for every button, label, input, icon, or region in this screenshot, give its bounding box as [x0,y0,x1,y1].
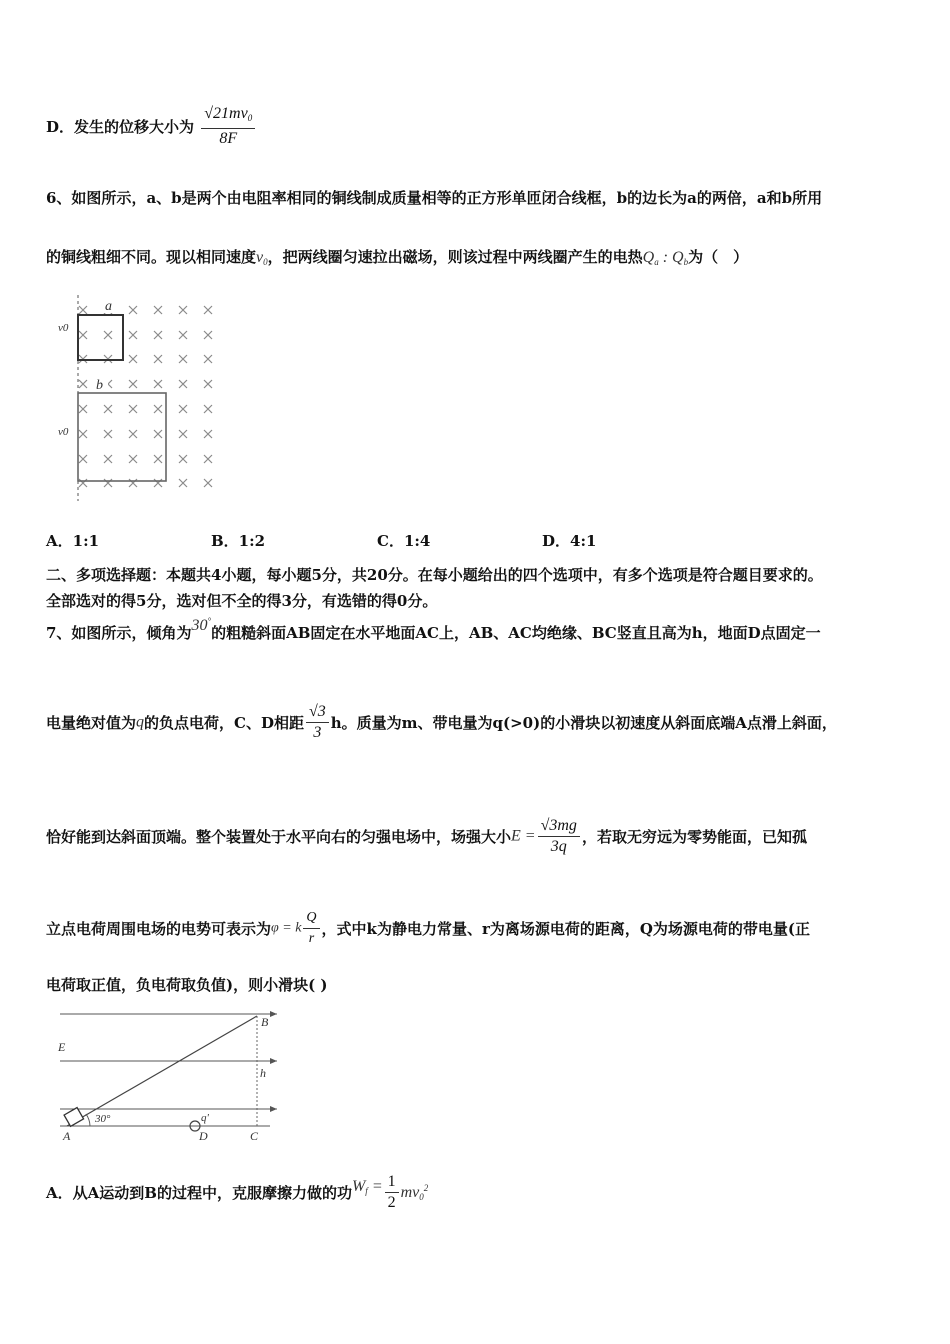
field-cross [129,306,137,314]
field-cross [154,331,162,339]
q7-option-a-mv-sup: 2 [423,1183,429,1193]
q6-option-a[interactable]: A．1:1 [46,532,100,550]
field-cross [79,405,87,413]
q7-option-a[interactable] [46,1172,428,1213]
q7-option-a-equals: = [367,1177,383,1195]
field-cross [179,405,187,413]
field-cross [79,380,87,388]
field-cross [154,306,162,314]
q5-option-d-label: D．发生的位移大小为 [46,118,195,136]
q7-stem-line1-part1: 7、如图所示，倾角为 [46,624,192,642]
field-cross [79,430,87,438]
field-cross [79,455,87,463]
q7-option-a-mv: mv [400,1184,420,1201]
field-cross [204,479,212,487]
field-cross [204,405,212,413]
q7-angle [191,617,211,634]
field-cross [104,455,112,463]
q6-option-c[interactable]: C．1:4 [377,532,431,550]
angle-arc [86,1114,90,1126]
q7-stem-line4 [46,908,810,949]
q7-angle-value: 30 [191,617,208,634]
slider-block [64,1108,83,1127]
q5-option-d-numerator: √21mv [204,105,248,122]
label-angle: 30° [95,1113,111,1125]
q7-field-lhs: E = [511,827,536,845]
q7-stem-line2-part2: 的负点电荷，C、D相距 [144,714,304,732]
q7-option-a-kinetic [401,1184,429,1201]
label-c: C [250,1129,259,1143]
q7-option-a-w-sub: f [365,1185,368,1196]
q7-option-a-numerator: 1 [385,1172,399,1193]
q6-ratio-expression [643,249,688,266]
field-cross [129,331,137,339]
q7-stem-line2-part3: h。质量为m、带电量为q(>0)的小滑块以初速度从斜面底端A点滑上斜面， [330,714,837,732]
coil-a-velocity-label: v0 [58,322,69,334]
field-cross [179,479,187,487]
field-cross [104,405,112,413]
q6-stem-line2 [46,246,748,267]
field-cross [154,405,162,413]
q7-option-a-fraction [385,1172,399,1213]
field-cross [204,380,212,388]
q6-ratio-sub-b: b [683,257,689,267]
field-cross [104,430,112,438]
field-cross [154,355,162,363]
q7-field-numerator: √3mg [538,816,580,837]
q7-stem-line3-part1: 恰好能到达斜面顶端。整个装置处于水平向右的匀强电场中，场强大小 [46,828,512,846]
q7-option-a-mv-sub: 0 [419,1192,424,1202]
q6-stem-line1: 6、如图所示，a、b是两个由电阻率相同的铜线制成质量相等的正方形单匝闭合线框，b的边长为a的两倍，a和b所用 [46,189,823,207]
field-cross [79,306,87,314]
q6-ratio-q2: Q [672,249,684,266]
label-a: A [63,1129,71,1143]
coil-a-label: a [105,299,112,314]
field-cross [154,455,162,463]
field-cross [179,430,187,438]
field-cross [179,331,187,339]
section2-instructions-line1: 二、多项选择题：本题共4小题，每小题5分，共20分。在每小题给出的四个选项中，有多个选项是符合题目要求的。 [46,566,823,584]
q7-charge-q-prime: q [136,713,145,731]
coil-b [78,393,166,481]
q7-stem-line1 [46,616,821,643]
q5-option-d-numerator-sub: 0 [247,113,253,123]
q7-distance-fraction [306,702,329,743]
q6-magnetic-field-figure [50,293,230,503]
q7-angle-degree: ° [207,616,212,626]
field-cross [204,430,212,438]
field-crosses [79,306,212,487]
q6-velocity-sub: 0 [263,257,268,267]
q7-field-fraction [538,816,580,857]
field-cross [79,331,87,339]
label-e: E [58,1040,66,1054]
q7-stem-line4-part2: ，式中k为静电力常量、r为离场源电荷的距离，Q为场源电荷的带电量(正 [321,920,811,938]
q7-stem-line2-part1: 电量绝对值为 [46,714,137,732]
field-cross [154,430,162,438]
q7-potential-fraction [303,908,319,949]
q7-stem-line4-part1: 立点电荷周围电场的电势可表示为 [46,920,272,938]
field-cross [204,306,212,314]
field-cross [129,355,137,363]
q6-option-b[interactable]: B．1:2 [211,532,266,550]
q7-option-a-work [352,1178,383,1195]
field-cross [204,355,212,363]
label-b: B [261,1015,269,1029]
q6-ratio-separator: : [658,249,673,266]
field-cross [204,331,212,339]
q5-option-d-denominator: 8F [219,130,238,147]
q6-stem-line2-part3: 为（ ） [688,248,749,266]
q7-stem-line3-part2: ，若取无穷远为零势能面，已知孤 [581,828,807,846]
q7-option-a-label: A．从A运动到B的过程中，克服摩擦力做的功 [46,1184,352,1202]
q6-stem-line2-part2: ，把两线圈匀速拉出磁场，则该过程中两线圈产生的电热 [267,248,643,266]
field-cross [204,455,212,463]
section2-instructions-line2: 全部选对的得5分，选对但不全的得3分，有选错的得0分。 [46,592,438,610]
q7-potential-lhs: φ = k [271,920,302,936]
coil-b-velocity-label: v0 [58,426,69,438]
q7-option-a-denominator: 2 [387,1194,396,1211]
q7-stem-line5: 电荷取正值，负电荷取负值)，则小滑块( ) [46,976,328,994]
field-cross [154,380,162,388]
q6-velocity-v: v [256,249,264,266]
label-q-prime: q' [201,1112,209,1124]
q7-distance-numerator: √3 [306,702,329,723]
field-cross [129,455,137,463]
field-cross [179,355,187,363]
q5-option-d-fraction [201,104,255,149]
q6-option-d[interactable]: D．4:1 [542,532,597,550]
field-cross [129,430,137,438]
field-cross [179,455,187,463]
q7-potential-denominator: r [308,931,315,946]
q7-field-denominator: 3q [550,838,567,855]
q7-incline-figure [55,1008,285,1146]
q6-ratio-q1: Q [642,249,655,266]
q7-potential-numerator: Q [303,908,319,929]
label-d: D [199,1129,208,1143]
q7-distance-denominator: 3 [313,724,322,741]
q5-option-d[interactable] [46,104,257,149]
field-cross [104,331,112,339]
label-h: h [260,1066,266,1080]
coil-b-label: b [96,378,103,393]
field-cross [129,405,137,413]
field-cross [179,380,187,388]
field-cross [129,380,137,388]
q7-stem-line1-part2: 的粗糙斜面AB固定在水平地面AC上，AB、AC均绝缘、BC竖直且高为h，地面D点固定一 [211,624,821,642]
q6-stem-line2-part1: 的铜线粗细不同。现以相同速度 [46,248,257,266]
field-cross [179,306,187,314]
q6-velocity-symbol [256,249,268,266]
q7-option-a-w: W [351,1177,366,1195]
q7-stem-line2 [46,702,837,743]
q7-stem-line3 [46,816,807,857]
q6-ratio-sub-a: a [654,257,659,267]
